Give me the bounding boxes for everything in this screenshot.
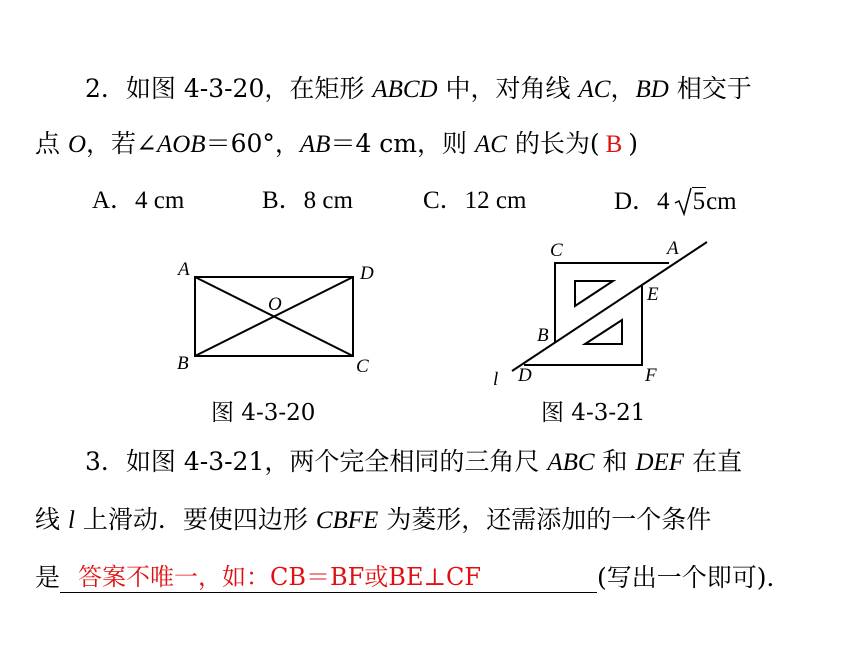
q2-line1 <box>85 74 752 105</box>
math-var: l <box>67 507 75 534</box>
text: 上滑动．要使四边形 <box>74 505 316 534</box>
q3-line2 <box>35 505 711 536</box>
label-d: D <box>360 263 374 284</box>
text: cm <box>706 188 737 215</box>
text: ， <box>610 74 636 103</box>
option-d <box>614 186 737 217</box>
math-var: AC <box>474 131 507 158</box>
math-var: AC <box>578 76 611 103</box>
label-e: E <box>647 284 659 305</box>
answer-text: B <box>605 131 623 158</box>
label-b: B <box>537 325 549 346</box>
text: 相交于 <box>668 74 752 103</box>
math-var: O <box>67 131 87 158</box>
text: 是 <box>35 563 61 592</box>
text: D．4 <box>614 188 670 215</box>
text: 点 <box>35 129 68 158</box>
text: 在直 <box>684 447 743 476</box>
figure-caption-2: 图 4-3-21 <box>541 400 646 426</box>
math-var: ABCD <box>372 76 438 103</box>
q3-line1 <box>85 447 742 478</box>
math-var: ABC <box>547 449 595 476</box>
option-a: A．4 cm <box>92 187 185 214</box>
text: 为菱形，还需添加的一个条件 <box>378 505 712 534</box>
label-a: A <box>178 259 190 280</box>
label-b: B <box>177 353 189 374</box>
text: (写出一个即可)． <box>597 563 792 592</box>
text: 和 <box>594 447 636 476</box>
label-c: C <box>356 356 369 377</box>
label-a: A <box>667 238 679 259</box>
label-l: l <box>493 369 499 390</box>
text: 的长为( <box>506 129 600 158</box>
text: ＝60°， <box>205 129 300 158</box>
text: 如图 4-3-20，在矩形 <box>125 74 373 103</box>
option-c: C．12 cm <box>423 187 527 214</box>
math-var: AB <box>299 131 331 158</box>
text: ，若∠ <box>86 129 157 158</box>
text: ＝4 cm，则 <box>330 129 475 158</box>
math-var: CBFE <box>315 507 379 534</box>
label-f: F <box>645 365 657 386</box>
math-var: BD <box>635 76 669 103</box>
label-c: C <box>550 240 563 261</box>
radicand: 5 <box>692 188 706 215</box>
text: 中，对角线 <box>437 74 579 103</box>
text: 如图 4-3-21，两个完全相同的三角尺 <box>125 447 548 476</box>
text: 线 <box>35 505 68 534</box>
figure-caption-1: 图 4-3-20 <box>211 400 316 426</box>
answer-blank <box>60 562 597 593</box>
math-var: DEF <box>635 449 685 476</box>
option-b: B．8 cm <box>262 187 353 214</box>
math-var: AOB <box>156 131 206 158</box>
radical-sign <box>674 186 692 216</box>
label-o: O <box>268 294 282 315</box>
text: ) <box>628 129 639 158</box>
answer-text: 答案不唯一，如：CB＝BF或BE⊥CF <box>78 563 482 591</box>
question-number: 2． <box>85 74 126 103</box>
q3-line3 <box>35 562 792 593</box>
label-d: D <box>518 365 532 386</box>
q2-line2 <box>35 129 638 160</box>
question-number: 3． <box>85 447 126 476</box>
